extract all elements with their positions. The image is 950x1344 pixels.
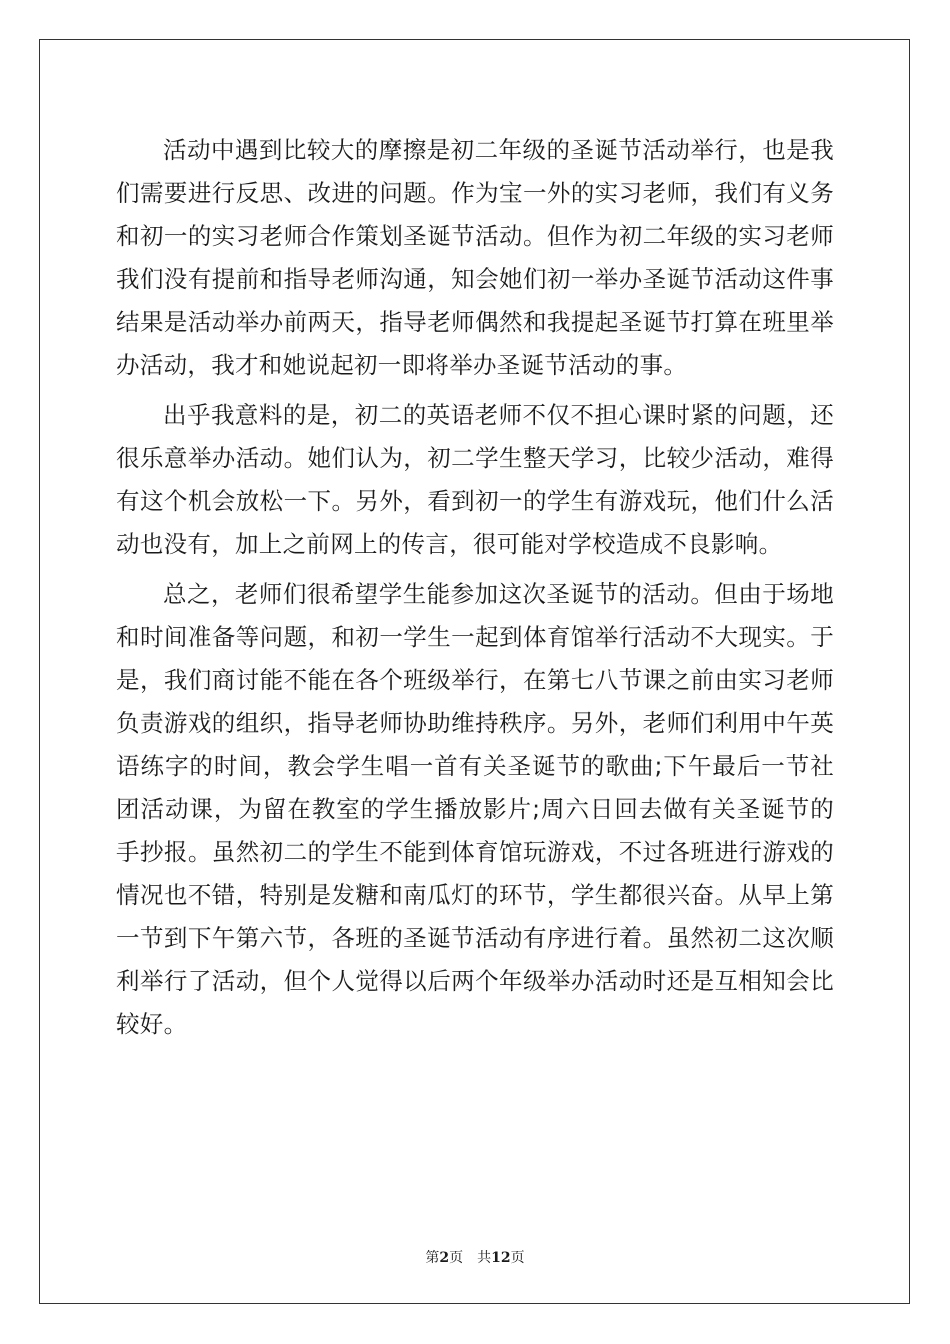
page-suffix: 页 [449,1250,464,1266]
current-page-number: 2 [439,1250,450,1266]
total-suffix: 页 [510,1250,525,1266]
total-page-count: 12 [491,1250,511,1266]
page-footer [0,1247,950,1267]
paragraph-1: 活动中遇到比较大的摩擦是初二年级的圣诞节活动举行，也是我们需要进行反思、改进的问题。作为宝一外的实习老师，我们有义务和初一的实习老师合作策划圣诞节活动。但作为初二年级的实习老师我们没有提前和指导老师沟通，知会她们初一举办圣诞节活动这件事结果是活动举办前两天，指导老师偶然和我提起圣诞节打算在班里举办活动，我才和她说起初一即将举办圣诞节活动的事。 [116,136,834,379]
paragraph-3: 总之，老师们很希望学生能参加这次圣诞节的活动。但由于场地和时间准备等问题，和初一学生一起到体育馆举行活动不大现实。于是，我们商讨能不能在各个班级举行，在第七八节课之前由实习老师负责游戏的组织，指导老师协助维持秩序。另外，老师们利用中午英语练字的时间，教会学生唱一首有关圣诞节的歌曲;下午最后一节社团活动课，为留在教室的学生播放影片;周六日回去做有关圣诞节的手抄报。虽然初二的学生不能到体育馆玩游戏，不过各班进行游戏的情况也不错，特别是发糖和南瓜灯的环节，学生都很兴奋。从早上第一节到下午第六节，各班的圣诞节活动有序进行着。虽然初二这次顺利举行了活动，但个人觉得以后两个年级举办活动时还是互相知会比较好。 [116,580,834,1038]
total-prefix: 共 [477,1250,492,1266]
document-body [116,129,834,1053]
page-prefix: 第 [425,1250,440,1266]
paragraph-2: 出乎我意料的是，初二的英语老师不仅不担心课时紧的问题，还很乐意举办活动。她们认为，初二学生整天学习，比较少活动，难得有这个机会放松一下。另外，看到初一的学生有游戏玩，他们什么活动也没有，加上之前网上的传言，很可能对学校造成不良影响。 [116,401,834,558]
